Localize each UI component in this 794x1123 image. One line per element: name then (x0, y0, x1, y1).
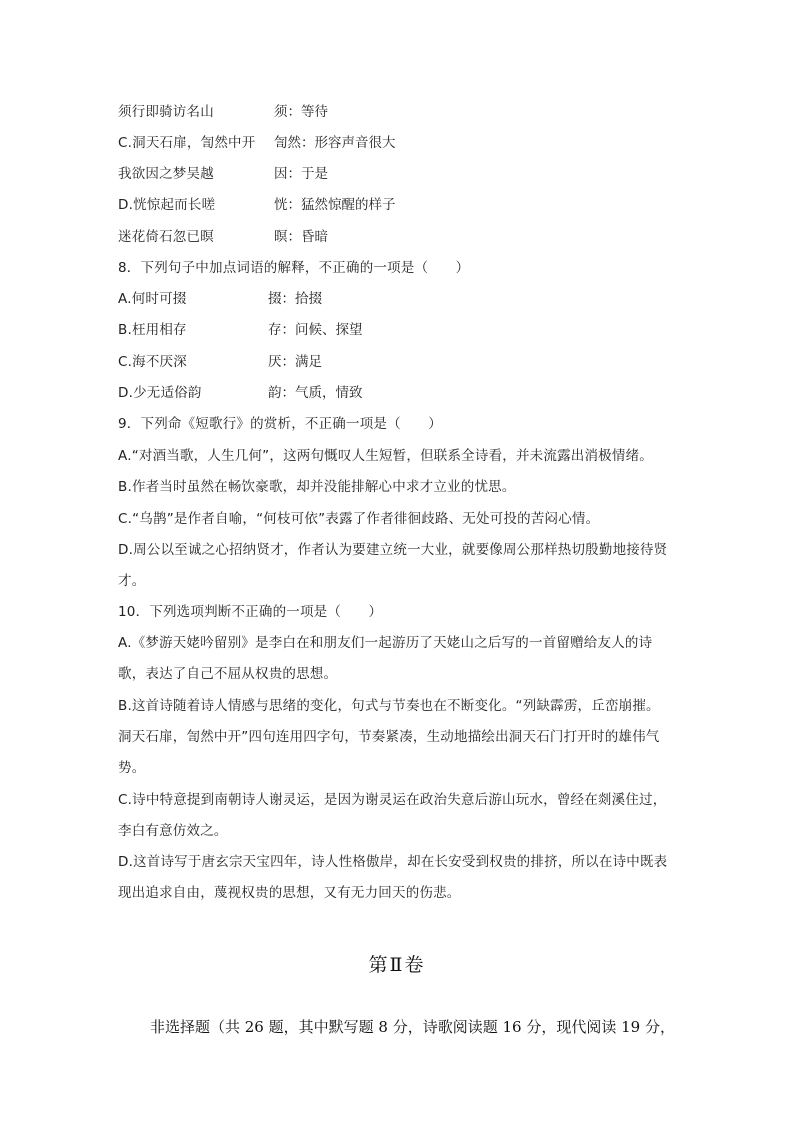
pair-explanation: 须：等待 (274, 104, 328, 120)
option-d-continued: 才。 (118, 573, 146, 589)
option-c-text: C.海不厌深 (118, 354, 187, 370)
option-b-explanation: 存：问候、探望 (268, 322, 363, 338)
section-intro: 非选择题（共 26 题，其中默写题 8 分，诗歌阅读题 16 分，现代阅读 19 分， (150, 1018, 675, 1036)
question-stem: 9．下列命《短歌行》的赏析，不正确一项是（ ） (118, 416, 442, 432)
option-a: A.“对酒当歌，人生几何”，这两句慨叹人生短暂，但联系全诗看，并未流露出消极情绪。 (118, 448, 653, 464)
option-c-explanation: 厌：满足 (268, 354, 322, 370)
pair-text: C.洞天石扉，訇然中开 (118, 135, 256, 151)
option-d: D.这首诗写于唐玄宗天宝四年，诗人性格傲岸，却在长安受到权贵的排挤，所以在诗中既表 (118, 854, 668, 870)
option-c: C.诗中特意提到南朝诗人谢灵运，是因为谢灵运在政治失意后游山玩水，曾经在剡溪住过， (118, 792, 667, 808)
option-b-text: B.枉用相存 (118, 322, 187, 338)
pair-text: 我欲因之梦吴越 (118, 166, 214, 182)
option-a: A.《梦游天姥吟留别》是李白在和朋友们一起游历了天姥山之后写的一首留赠给友人的诗 (118, 635, 653, 651)
question-stem: 8．下列句子中加点词语的解释，不正确的一项是（ ） (118, 260, 470, 276)
option-a-explanation: 掇：拾掇 (268, 291, 322, 307)
option-c: C.“乌鹊”是作者自喻，“何枝可依”表露了作者徘徊歧路、无处可投的苦闷心情。 (118, 511, 600, 527)
option-b: B.这首诗随着诗人情感与思绪的变化，句式与节奏也在不断变化。“列缺霹雳，丘峦崩摧。 (118, 698, 660, 714)
option-a-text: A.何时可掇 (118, 291, 187, 307)
option-b-continued-2: 势。 (118, 760, 146, 776)
option-d-continued: 现出追求自由，蔑视权贵的思想，又有无力回天的伤悲。 (118, 885, 461, 901)
option-d: D.周公以至诚之心招纳贤才，作者认为要建立统一大业，就要像周公那样热切殷勤地接待贤 (118, 542, 668, 558)
option-c-continued: 李白有意仿效之。 (118, 823, 228, 839)
option-d-explanation: 韵：气质，情致 (268, 385, 363, 401)
section-title: 第Ⅱ卷 (368, 954, 426, 976)
pair-text: 迷花倚石忽已暝 (118, 229, 214, 245)
pair-explanation: 訇然：形容声音很大 (274, 135, 396, 151)
option-b: B.作者当时虽然在畅饮豪歌，却并没能排解心中求才立业的忧思。 (118, 479, 516, 495)
pair-explanation: 暝：昏暗 (274, 229, 328, 245)
pair-text: D.恍惊起而长嗟 (118, 197, 216, 213)
option-d-text: D.少无适俗韵 (118, 385, 202, 401)
question-stem: 10．下列选项判断不正确的一项是（ ） (118, 604, 383, 620)
pair-explanation: 因：于是 (274, 166, 328, 182)
pair-text: 须行即骑访名山 (118, 104, 214, 120)
option-b-continued: 洞天石扉，訇然中开”四句连用四字句，节奏紧凑，生动地描绘出洞天石门打开时的雄伟气 (118, 729, 660, 745)
pair-explanation: 恍：猛然惊醒的样子 (274, 197, 396, 213)
option-a-continued: 歌，表达了自己不屈从权贵的思想。 (118, 666, 338, 682)
